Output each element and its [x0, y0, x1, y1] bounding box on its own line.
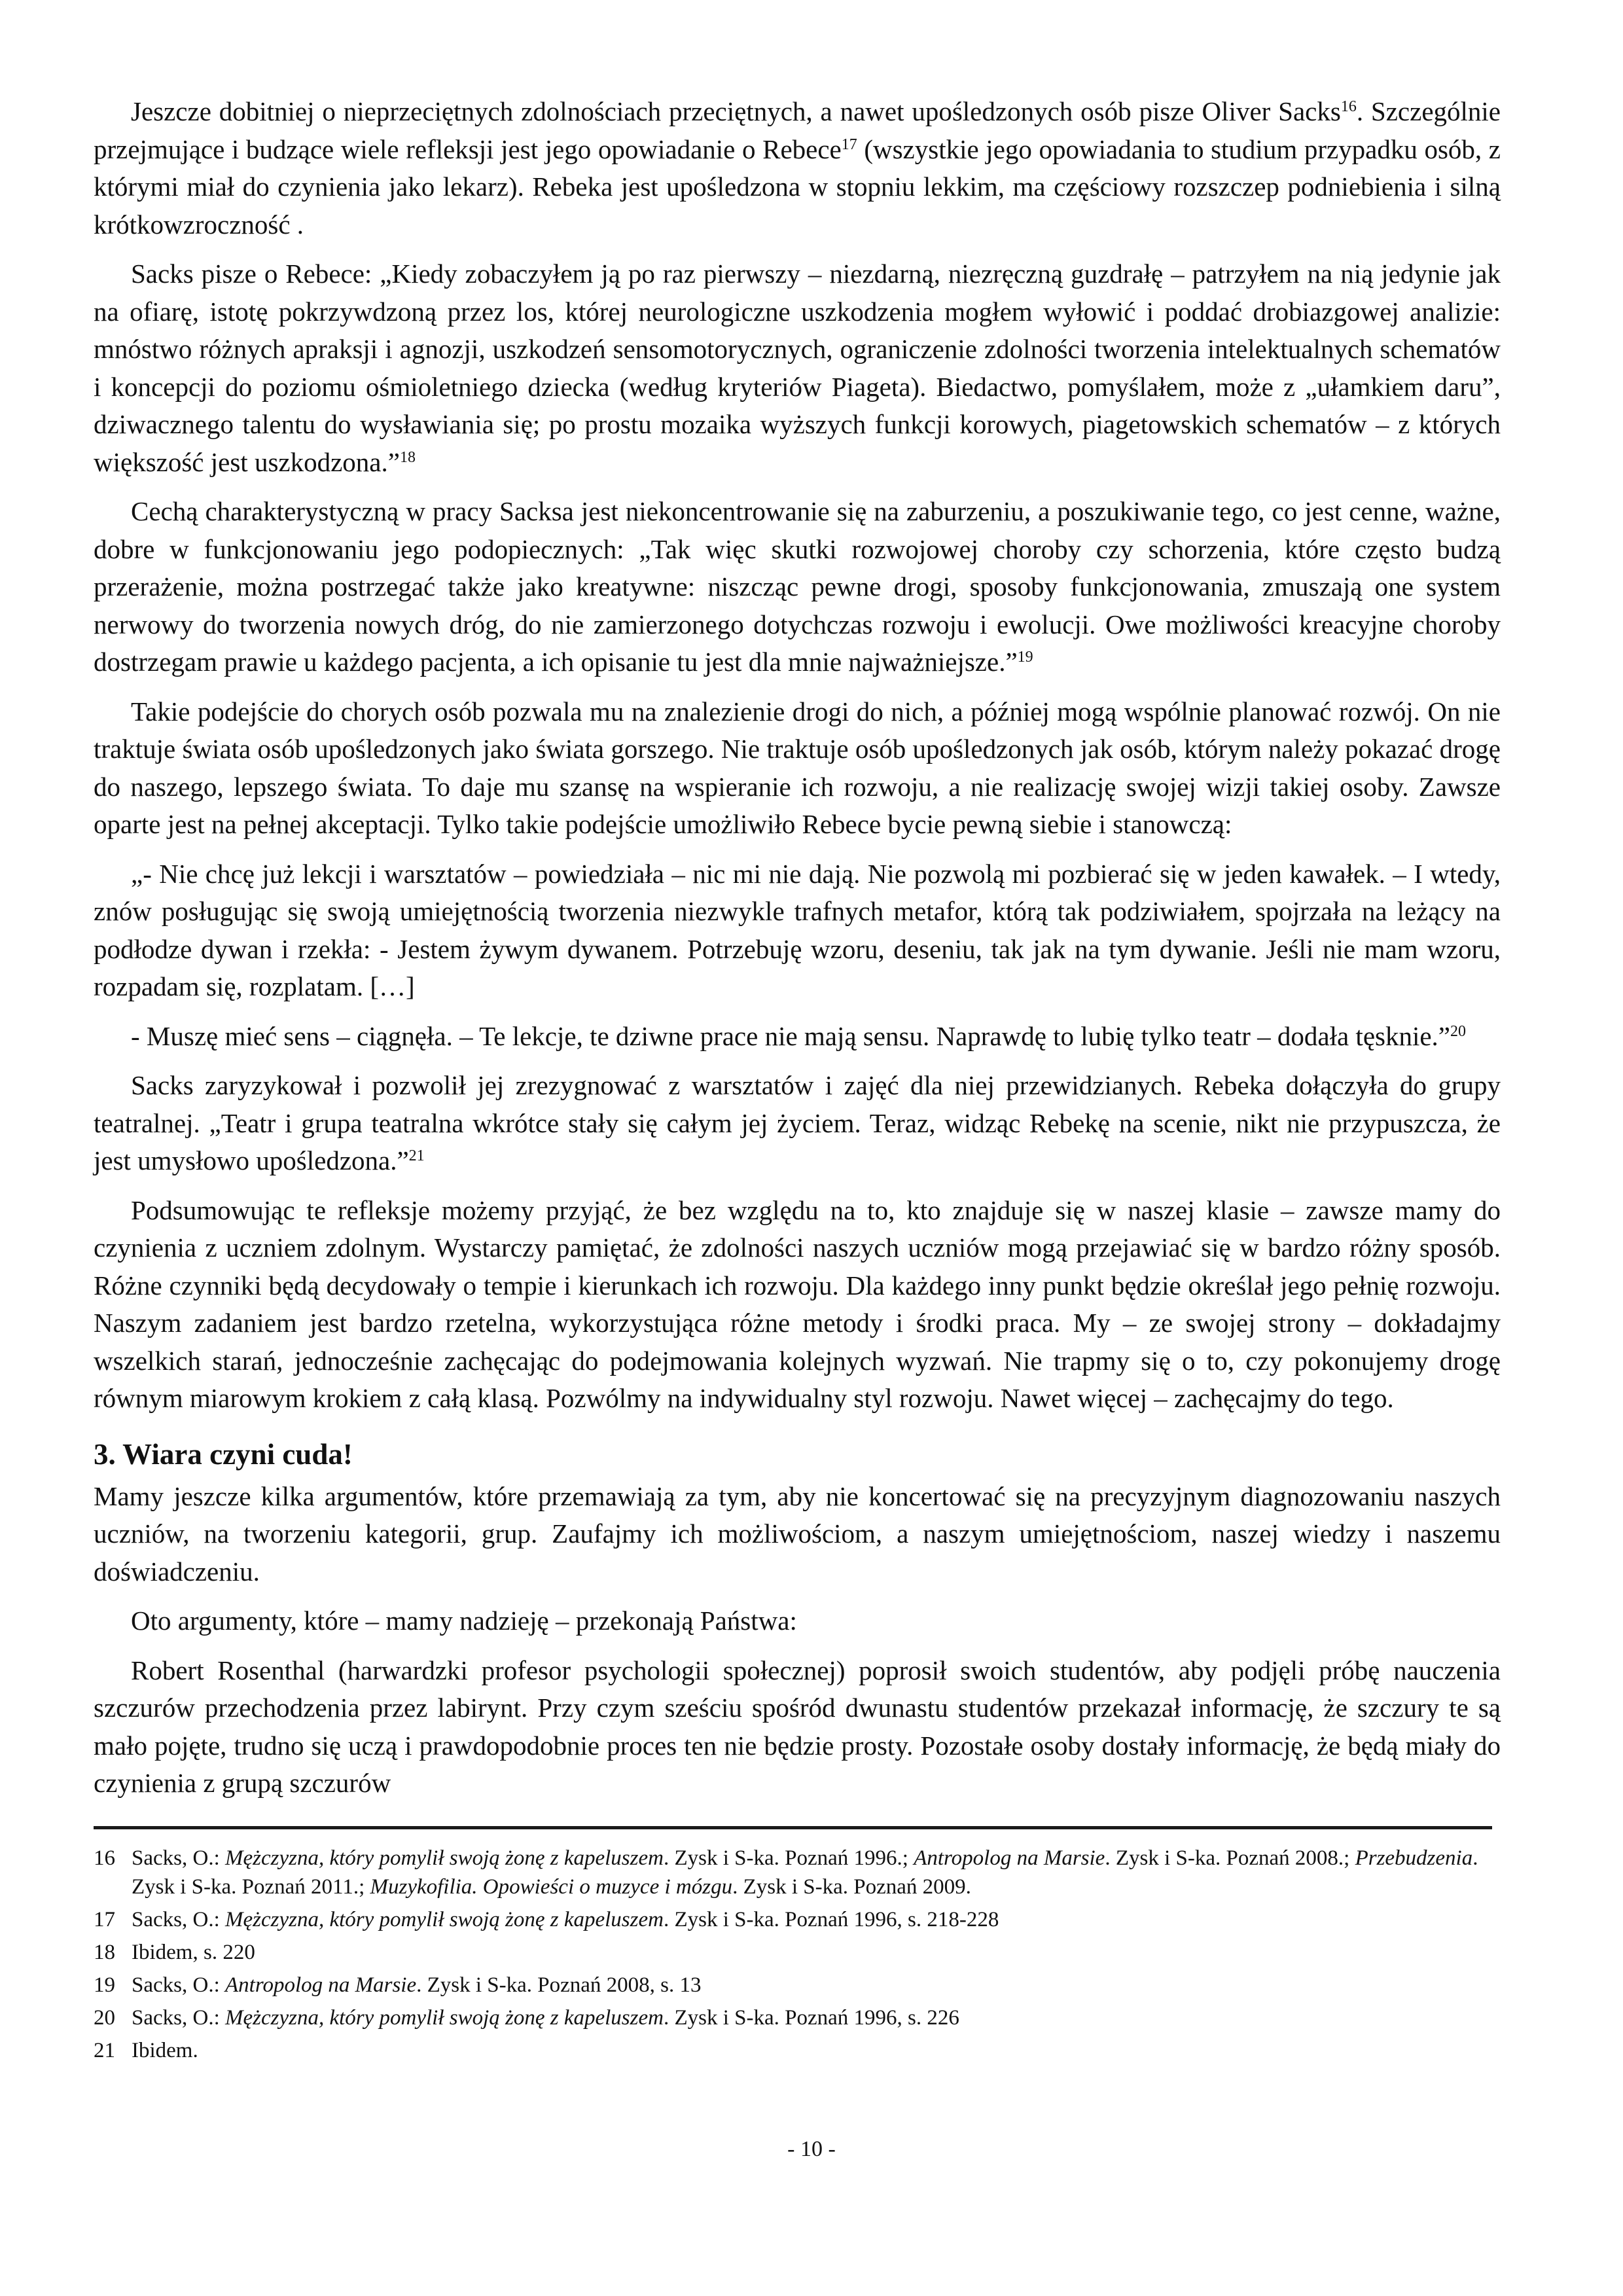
- body-paragraph: Jeszcze dobitniej o nieprzeciętnych zdolnościach przeciętnych, a nawet upośledzonych osób pisze Oliver Sacks$^{16}$. Szczególnie przejmujące i budzące wiele refleksji jest jego opowiadanie o Rebece$^{17}$ (wszystkie jego opowiadania to studium przypadku osób, z którymi miał do czynienia jako lekarz). Rebeka jest upośledzona w stopniu lekkim, ma częściowy rozszczep podniebienia i silną krótkowzroczność .: [94, 96, 1501, 240]
- citation-text: Ibidem.: [132, 2038, 198, 2062]
- footnote-item: [94, 2003, 1501, 2032]
- footnote-item: [94, 1844, 1501, 1901]
- book-title: Antropolog na Marsie: [914, 1846, 1105, 1870]
- citation-text: Ibidem, s. 220: [132, 1940, 255, 1964]
- footnote-number: 17: [94, 1907, 115, 1931]
- footnote-ref[interactable]: 20: [1450, 1022, 1467, 1040]
- footnote-text: [132, 2003, 1501, 2032]
- document-page: [94, 93, 1501, 2069]
- footnote-ref[interactable]: 19: [1017, 649, 1033, 666]
- citation-text: Sacks, O.:: [132, 1846, 225, 1870]
- page-number: - 10 -: [787, 2137, 836, 2161]
- citation-text: . Zysk i S-ka. Poznań 2008, s. 13: [416, 1973, 702, 1997]
- footnote-ref[interactable]: 17: [841, 135, 857, 153]
- body-paragraph: Sacks zaryzykował i pozwolił jej zrezygnować z warsztatów i zajęć dla niej przewidzianych. Rebeka dołączyła do grupy teatralnej. „Teatr i grupa teatralna wkrótce stały się całym jej życiem. Teraz, widząc Rebekę na scenie, nikt nie przypuszcza, że jest umysłowo upośledzona.”$^{21}$: [94, 1070, 1501, 1175]
- book-title: Przebudzenia: [1355, 1846, 1473, 1870]
- section-heading: 3. Wiara czyni cuda!: [94, 1437, 353, 1471]
- footnote-text: [132, 1844, 1501, 1901]
- citation-text: Sacks, O.:: [132, 1907, 225, 1931]
- footnote-ref[interactable]: 16: [1340, 98, 1357, 115]
- body-paragraph: Takie podejście do chorych osób pozwala mu na znalezienie drogi do nich, a później mogą wspólnie planować rozwój. On nie traktuje świata osób upośledzonych jako świata gorszego. Nie traktuje osób upośledzonych jak osób, którym należy pokazać drogę do naszego, lepszego świata. To daje mu szansę na wspieranie ich rozwoju, a nie realizację swojej wizji takiej osoby. Zawsze oparte jest na pełnej akceptacji. Tylko takie podejście umożliwiło Rebece bycie pewną siebie i stanowczą:: [94, 696, 1501, 839]
- section-paragraph: Mamy jeszcze kilka argumentów, które przemawiają za tym, aby nie koncertować się na precyzyjnym diagnozowaniu naszych uczniów, na tworzeniu kategorii, grup. Zaufajmy ich możliwościom, a naszym umiejętnościom, naszej wiedzy i naszemu doświadczeniu.: [94, 1480, 1501, 1587]
- footnote-text: [132, 1938, 1501, 1967]
- footnote-number: 21: [94, 2038, 115, 2062]
- footnote-text: [132, 2036, 1501, 2065]
- footnote-number: 18: [94, 1940, 115, 1964]
- body-paragraph: Podsumowując te refleksje możemy przyjąć, że bez względu na to, kto znajduje się w naszej klasie – zawsze mamy do czynienia z uczniem zdolnym. Wystarczy pamiętać, że zdolności naszych uczniów mogą przejawiać się w bardzo różny sposób. Różne czynniki będą decydowały o tempie i kierunkach ich rozwoju. Dla każdego inny punkt będzie określał jego pełnię rozwoju. Naszym zadaniem jest bardzo rzetelna, wykorzystująca różne metody i środki praca. My – ze swojej strony – dokładajmy wszelkich starań, jednocześnie zachęcając do podejmowania kolejnych wyzwań. Nie trapmy się o to, czy pokonujemy drogę równym miarowym krokiem z całą klasą. Pozwólmy na indywidualny styl rozwoju. Nawet więcej – zachęcajmy do tego.: [94, 1194, 1501, 1413]
- citation-text: . Zysk i S-ka. Poznań 1996.;: [663, 1846, 914, 1870]
- footnote-item: [94, 1971, 1501, 2000]
- citation-text: Sacks, O.:: [132, 2005, 225, 2030]
- footnote-text: [132, 1971, 1501, 2000]
- citation-text: . Zysk i S-ka. Poznań 2009.: [732, 1874, 971, 1899]
- citation-text: . Zysk i S-ka. Poznań 1996, s. 226: [663, 2005, 959, 2030]
- quote-paragraph: - Muszę mieć sens – ciągnęła. – Te lekcje, te dziwne prace nie mają sensu. Naprawdę to lubię tylko teatr – dodała tęsknie.”$^{20}$: [131, 1020, 1467, 1051]
- body-paragraph: Sacks pisze o Rebece: „Kiedy zobaczyłem ją po raz pierwszy – niezdarną, niezręczną guzdrałę – patrzyłem na nią jedynie jak na ofiarę, istotę pokrzywdzoną przez los, której neurologiczne uszkodzenia mogłem wyłowić i poddać drobiazgowej analizie: mnóstwo różnych apraksji i agnozji, uszkodzeń sensomotorycznych, ograniczenie zdolności tworzenia intelektualnych schematów i koncepcji do poziomu ośmioletniego dziecka (według kryteriów Piageta). Biedactwo, pomyślałem, może z „ułamkiem daru”, dziwacznego talentu do wysławiania się; po prostu mozaika wyższych funkcji korowych, piagetowskich schematów – z których większość jest uszkodzona.”$^{18}$: [94, 259, 1501, 477]
- book-title: Mężczyzna, który pomylił swoją żonę z kapeluszem: [225, 1846, 664, 1870]
- book-title: Mężczyzna, który pomylił swoją żonę z kapeluszem: [225, 2005, 664, 2030]
- footnote-number: 20: [94, 2005, 115, 2030]
- quote-paragraph: „- Nie chcę już lekcji i warsztatów – powiedziała – nic mi nie dają. Nie pozwolą mi pozbierać się w jeden kawałek. – I wtedy, znów posługując się swoją umiejętnością tworzenia niezwykle trafnych metafor, którą tak podziwiałem, spojrzała na leżący na podłodze dywan i rzekła: - Jestem żywym dywanem. Potrzebuję wzoru, deseniu, tak jak na tym dywanie. Jeśli nie mam wzoru, rozpadam się, rozplatam. […]: [94, 858, 1501, 1001]
- book-title: Muzykofilia. Opowieści o muzyce i mózgu: [370, 1874, 733, 1899]
- citation-text: . Zysk i S-ka. Poznań 2011.;: [132, 1846, 1478, 1899]
- footnote-number: 19: [94, 1973, 115, 1997]
- footnotes: [94, 1844, 1501, 2065]
- footnote-text: [132, 1905, 1501, 1934]
- citation-text: . Zysk i S-ka. Poznań 1996, s. 218-228: [663, 1907, 999, 1931]
- footnote-number: 16: [94, 1846, 115, 1870]
- footnote-ref[interactable]: 18: [399, 448, 416, 466]
- section-paragraph: Robert Rosenthal (harwardzki profesor psychologii społecznej) poprosił swoich studentów, aby podjęli próbę nauczenia szczurów przechodzenia przez labirynt. Przy czym sześciu spośród dwunastu studentów przekazał informację, że szczury te są mało pojęte, trudno się uczą i prawdopodobnie proces ten nie będzie prosty. Pozostałe osoby dostały informację, że będą miały do czynienia z grupą szczurów: [94, 1655, 1501, 1798]
- footnote-ref[interactable]: 21: [408, 1147, 425, 1164]
- citation-text: Sacks, O.:: [132, 1973, 225, 1997]
- section-paragraph: Oto argumenty, które – mamy nadzieję – przekonają Państwa:: [131, 1605, 797, 1636]
- footnote-divider: [94, 1826, 1492, 1829]
- footnote-item: [94, 1938, 1501, 1967]
- body-paragraph: Cechą charakterystyczną w pracy Sacksa jest niekoncentrowanie się na zaburzeniu, a poszukiwanie tego, co jest cenne, ważne, dobre w funkcjonowaniu jego podopiecznych: „Tak więc skutki rozwojowej choroby czy schorzenia, które często budzą przerażenie, można postrzegać także jako kreatywne: niszcząc pewne drogi, sposoby funkcjonowania, zmuszają one system nerwowy do tworzenia nowych dróg, do nie zamierzonego dotychczas rozwoju i ewolucji. Owe możliwości kreacyjne choroby dostrzegam prawie u każdego pacjenta, a ich opisanie tu jest dla mnie najważniejsze.”$^{19}$: [94, 496, 1501, 677]
- book-title: Antropolog na Marsie: [225, 1973, 417, 1997]
- footnote-item: [94, 2036, 1501, 2065]
- citation-text: . Zysk i S-ka. Poznań 2008.;: [1105, 1846, 1355, 1870]
- footnote-item: [94, 1905, 1501, 1934]
- book-title: Mężczyzna, który pomylił swoją żonę z kapeluszem: [225, 1907, 664, 1931]
